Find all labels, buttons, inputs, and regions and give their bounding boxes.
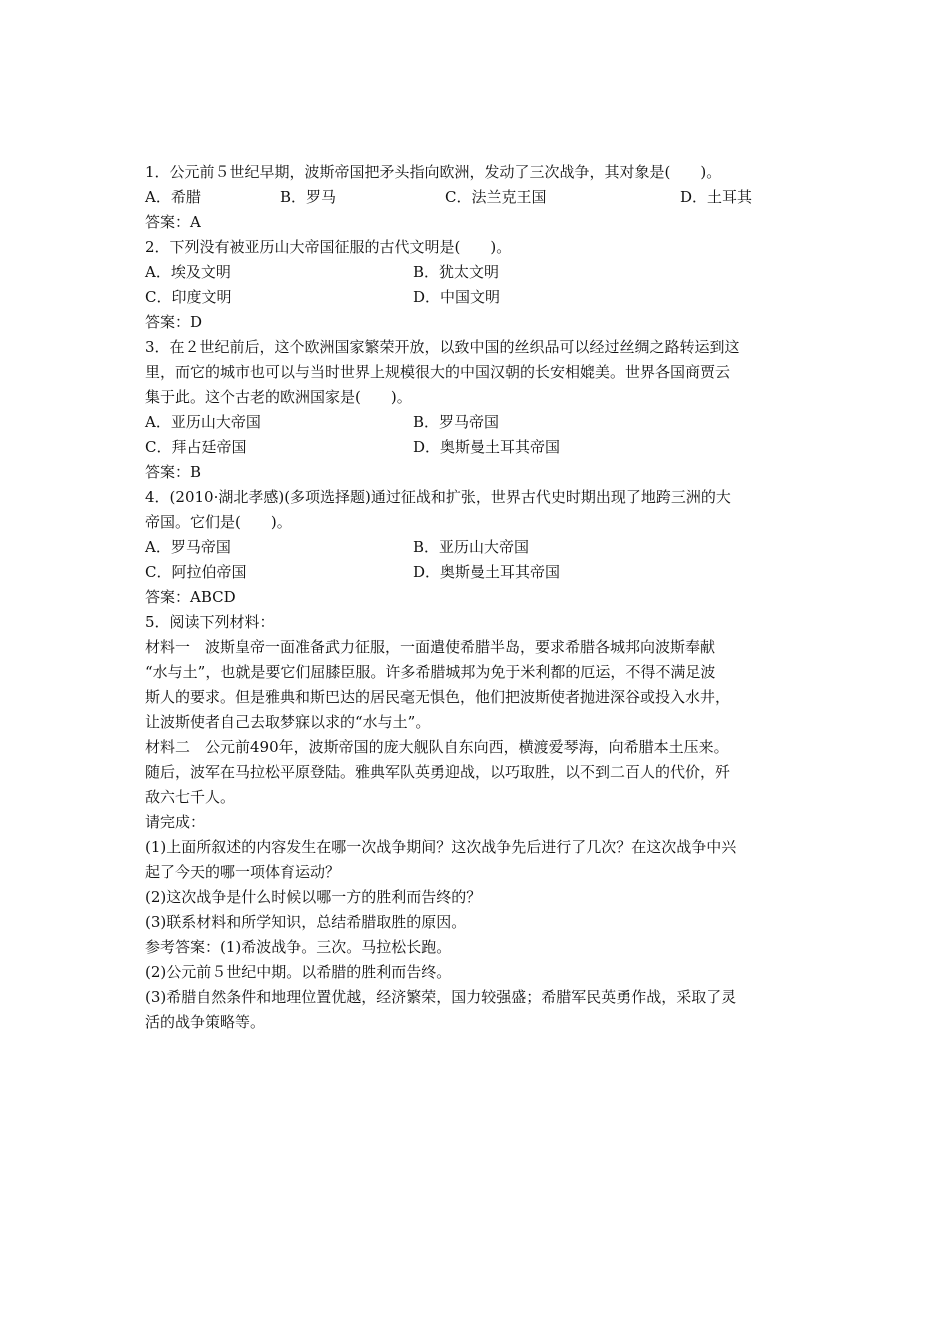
q4-answer: 答案：ABCD [145,588,236,606]
q2-option-a: A．埃及文明 [145,263,231,281]
q4-option-c: C．阿拉伯帝国 [145,563,247,581]
q1-option-b: B．罗马 [280,188,337,206]
q4-options-row1 [145,535,815,560]
q5-question-line: (3)联系材料和所学知识，总结希腊取胜的原因。 [145,913,467,931]
q5-material-line: 材料二 公元前490年，波斯帝国的庞大舰队自东向西，横渡爱琴海，向希腊本土压来。 [145,738,729,756]
q3-options-row1 [145,410,815,435]
document-page [145,160,815,1035]
q4-stem-line: 4．(2010·湖北孝感)(多项选择题)通过征战和扩张，世界古代史时期出现了地跨三洲的大 [145,488,731,506]
q3-option-b: B．罗马帝国 [413,413,500,431]
q5-question-line: (1)上面所叙述的内容发生在哪一次战争期间？这次战争先后进行了几次？在这次战争中兴 [145,838,737,856]
q5-material-line: 斯人的要求。但是雅典和斯巴达的居民毫无惧色，他们把波斯使者抛进深谷或投入水井， [145,688,731,706]
q1-option-c: C．法兰克王国 [445,188,547,206]
q5-answer-line: (2)公元前５世纪中期。以希腊的胜利而告终。 [145,963,452,981]
q5-material-line: 让波斯使者自己去取梦寐以求的“水与土”。 [145,713,431,731]
q2-options-row2 [145,285,815,310]
q3-option-a: A．亚历山大帝国 [145,413,261,431]
q5-material-line: 随后，波军在马拉松平原登陆。雅典军队英勇迎战，以巧取胜，以不到二百人的代价，歼 [145,763,731,781]
q5-answer-line: 参考答案：(1)希波战争。三次。马拉松长跑。 [145,938,452,956]
q4-stem-line: 帝国。它们是( )。 [145,513,292,531]
q2-option-c: C．印度文明 [145,288,232,306]
q4-options-row2 [145,560,815,585]
q5-material-line: “水与土”，也就是要它们屈膝臣服。许多希腊城邦为免于米利都的厄运，不得不满足波 [145,663,716,681]
q2-stem: 2．下列没有被亚历山大帝国征服的古代文明是( )。 [145,238,512,256]
q2-answer: 答案：D [145,313,203,331]
q3-option-c: C．拜占廷帝国 [145,438,247,456]
q5-question-line: 起了今天的哪一项体育运动？ [145,863,341,881]
q1-answer: 答案：A [145,213,201,231]
q5-question-line: (2)这次战争是什么时候以哪一方的胜利而告终的？ [145,888,482,906]
q5-material-line: 敌六七千人。 [145,788,236,806]
q2-options-row1 [145,260,815,285]
q3-options-row2 [145,435,815,460]
q3-stem-line: 集于此。这个古老的欧洲国家是( )。 [145,388,412,406]
q5-answer-line: (3)希腊自然条件和地理位置优越，经济繁荣，国力较强盛；希腊军民英勇作战，采取了灵 [145,988,737,1006]
q4-option-b: B．亚历山大帝国 [413,538,530,556]
q2-option-d: D．中国文明 [413,288,501,306]
q4-option-d: D．奥斯曼土耳其帝国 [413,563,561,581]
q5-stem: 5．阅读下列材料： [145,613,275,631]
q1-stem: 1．公元前５世纪早期，波斯帝国把矛头指向欧洲，发动了三次战争，其对象是( )。 [145,163,722,181]
q5-answer-line: 活的战争策略等。 [145,1013,266,1031]
q5-material-line: 材料一 波斯皇帝一面准备武力征服，一面遣使希腊半岛，要求希腊各城邦向波斯奉献 [145,638,716,656]
q3-stem-line: 里，而它的城市也可以与当时世界上规模很大的中国汉朝的长安相媲美。世界各国商贾云 [145,363,731,381]
q5-prompt: 请完成： [145,813,206,831]
q1-options [145,185,815,210]
q1-option-d: D．土耳其 [680,188,753,206]
q2-option-b: B．犹太文明 [413,263,500,281]
q4-option-a: A．罗马帝国 [145,538,231,556]
q3-answer: 答案：B [145,463,202,481]
q3-option-d: D．奥斯曼土耳其帝国 [413,438,561,456]
q1-option-a: A．希腊 [145,188,201,206]
q3-stem-line: 3．在２世纪前后，这个欧洲国家繁荣开放，以致中国的丝织品可以经过丝绸之路转运到这 [145,338,740,356]
